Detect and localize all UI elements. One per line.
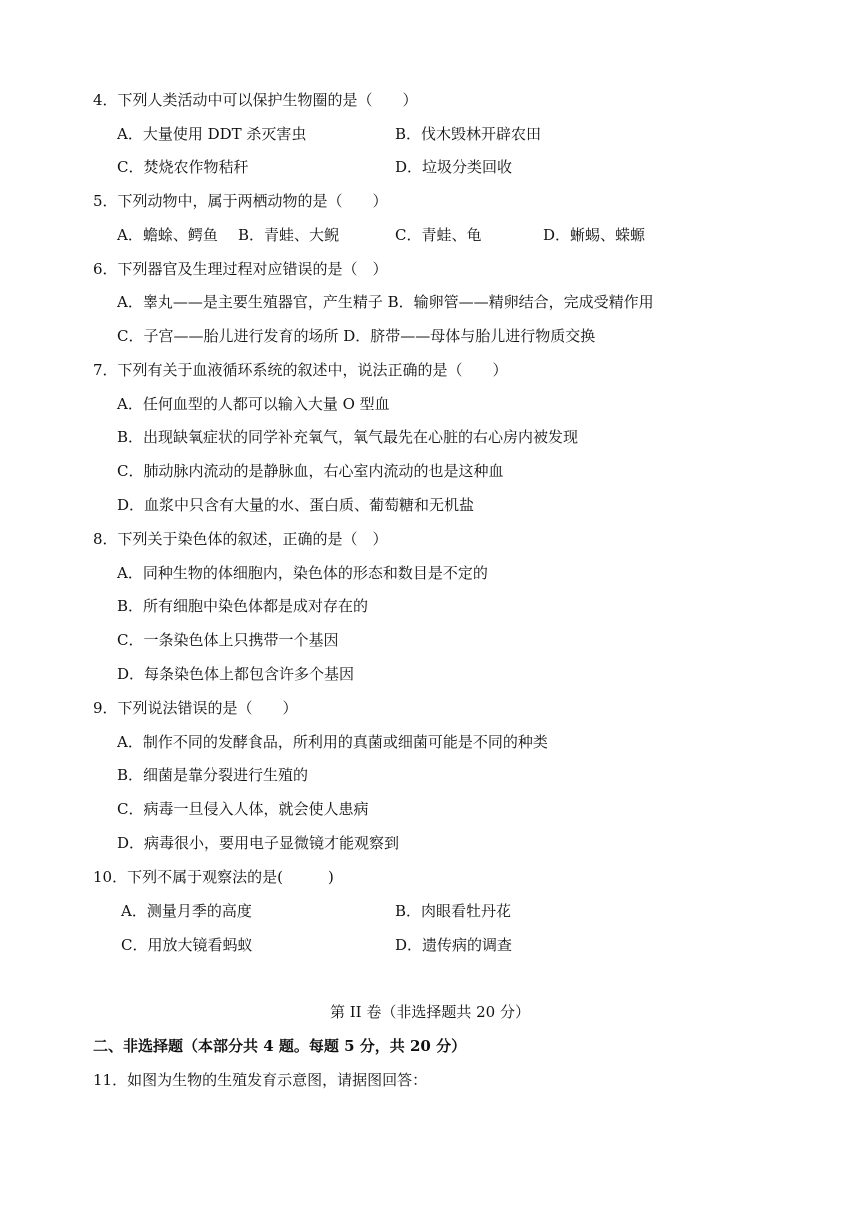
question-5-option-d: D．蜥蜴、蝾螈 (543, 226, 646, 244)
question-5-stem: 5．下列动物中，属于两栖动物的是（ ） (93, 192, 388, 210)
question-7-option-c: C．肺动脉内流动的是静脉血，右心室内流动的也是这种血 (117, 462, 504, 480)
question-4-option-a: A．大量使用 DDT 杀灭害虫 (117, 125, 307, 143)
question-5-option-a: A．蟾蜍、鳄鱼 (117, 226, 218, 244)
question-8-option-a: A．同种生物的体细胞内，染色体的形态和数目是不定的 (117, 564, 488, 582)
question-10-option-d: D．遗传病的调查 (395, 936, 513, 954)
question-8-option-c: C．一条染色体上只携带一个基因 (117, 631, 339, 649)
section-2-heading: 二、非选择题（本部分共 4 题。每题 5 分，共 20 分） (93, 1037, 467, 1055)
question-4-option-c: C．焚烧农作物秸秆 (117, 158, 249, 176)
question-9-stem: 9．下列说法错误的是（ ） (93, 699, 298, 717)
question-4-stem: 4．下列人类活动中可以保护生物圈的是（ ） (93, 91, 418, 109)
question-5-option-b: B．青蛙、大鲵 (238, 226, 340, 244)
question-9-option-d: D．病毒很小，要用电子显微镜才能观察到 (117, 834, 400, 852)
section-2-title: 第 II 卷（非选择题共 20 分） (329, 1003, 530, 1021)
question-9-option-a: A．制作不同的发酵食品，所利用的真菌或细菌可能是不同的种类 (117, 733, 548, 751)
question-7-option-b: B．出现缺氧症状的同学补充氧气，氧气最先在心脏的右心房内被发现 (117, 428, 579, 446)
question-10-option-a: A．测量月季的高度 (121, 902, 252, 920)
question-10-option-c: C．用放大镜看蚂蚁 (121, 936, 253, 954)
question-5-option-c: C．青蛙、龟 (395, 226, 482, 244)
question-11-stem: 11．如图为生物的生殖发育示意图，请据图回答： (93, 1071, 428, 1089)
question-10-stem: 10．下列不属于观察法的是( ) (93, 868, 334, 886)
question-9-option-c: C．病毒一旦侵入人体，就会使人患病 (117, 800, 369, 818)
question-6-options-cd: C．子宫——胎儿进行发育的场所 D．脐带——母体与胎儿进行物质交换 (117, 327, 596, 345)
question-6-stem: 6．下列器官及生理过程对应错误的是（ ） (93, 260, 388, 278)
question-8-option-b: B．所有细胞中染色体都是成对存在的 (117, 597, 369, 615)
question-7-option-a: A．任何血型的人都可以输入大量 O 型血 (117, 395, 390, 413)
question-8-stem: 8．下列关于染色体的叙述，正确的是（ ） (93, 530, 388, 548)
question-4-option-d: D．垃圾分类回收 (395, 158, 513, 176)
question-10-option-b: B．肉眼看牡丹花 (395, 902, 512, 920)
question-6-options-ab: A．睾丸——是主要生殖器官，产生精子 B．输卵管——精卵结合，完成受精作用 (117, 293, 654, 311)
question-4-option-b: B．伐木毁林开辟农田 (395, 125, 542, 143)
question-7-option-d: D．血浆中只含有大量的水、蛋白质、葡萄糖和无机盐 (117, 496, 475, 514)
question-7-stem: 7．下列有关于血液循环系统的叙述中，说法正确的是（ ） (93, 361, 508, 379)
question-8-option-d: D．每条染色体上都包含许多个基因 (117, 665, 355, 683)
question-9-option-b: B．细菌是靠分裂进行生殖的 (117, 766, 309, 784)
